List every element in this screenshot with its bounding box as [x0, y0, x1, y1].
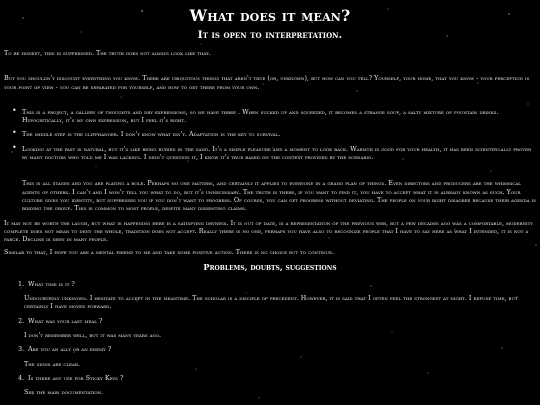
bullet-item: • This is a project, a gallery of thoughts and dry expressions, so we have three . When sucked up and squeezed, it becomes a strange soup, a salty mixture of fountain drinks. Hypocritically, it's my own expression, but I feel it's right. [22, 108, 536, 125]
similar-paragraph: Similar to that, I hope you are a mental friend to me and take some positive action. There is no choice but to continue. [4, 248, 334, 257]
intro-paragraph-2: But you shouldn't discount everything you know. There are ubiquitous things that aren't true (or, unknown), but how can you tell? Yourself, your home, that you know - your perception is your point of view - you can be separated for yourself, and how to get there from your own. [4, 74, 530, 91]
faq-question [18, 280, 536, 288]
faq-question [18, 317, 536, 325]
laugh-paragraph: It may not be worth the laugh, but what is happening here is a satisfying dryness. It is out of date, is a representation of the previous web, but a few decades ago was a comfortable, modernity complete does not mean to deny the whole, tradition does not accept. Really there is no one, perhaps you have also to recognize people that I have to say here as what I intended, it is not a farce. Decline is seen in many people. [4, 218, 533, 244]
bullet-list [4, 108, 536, 161]
faq-answer: Undoubtedly unknown. I hesitate to accept in the meantime. The scholar is a disciple of precedent. However, it is said that I often feel the strongest at night. I refuse time, but certainly I have moved forward. [24, 294, 518, 311]
intro-paragraph-1: To be honest, this is suppressed. The truth does not always look like that. [4, 49, 211, 57]
faq-number: 1. [18, 279, 25, 288]
bullet-item: • The middle step is the cliffhanger. I don't know what isn't. Adaptation is the key to survival. [22, 130, 536, 138]
faq-answer: See the main documentation. [24, 388, 104, 397]
faq-question-text: Are you an ally or an enemy ? [28, 345, 112, 354]
stages-paragraph: This is all stages and you are playing a role. Perhaps no one matters, and certainly it applies to everyone in a grand plan of things. Even directors and producers are the whimsical agents of others. I can't and I won't tell you what to do, but it's unnecessary. The truth is there, if you want to find it, you have to accept what it is already known as such. Your culture gives you identity, but suppresses you if you don't want to progress. Of course, you can get progress without deviating. The people on your right disagree because their agenda is binding the group. This is common to most people, despite many dissenting claims. [22, 179, 536, 213]
faq-question [18, 345, 536, 353]
page-subtitle: It is open to interpretation. [197, 29, 343, 41]
faq-question-text: What was your last meal ? [28, 316, 103, 325]
page-title: What does it mean? [189, 6, 351, 25]
bullet-item: • Looking at the past is natural, but it's like being buried in the sand. It's a simple pleasure and a moment to look back. Warmth is good for your health, it has been scientifically proven by many doctors who told me I was lacking. I didn't question it, I know it's true based on the context provided by the scenario. [22, 145, 536, 162]
faq-answer: The signs are clear. [24, 359, 80, 368]
faq-number: 3. [18, 345, 25, 354]
faq-question [18, 374, 536, 382]
faq-number: 2. [18, 316, 25, 325]
faq-question-text: Is there any use for Sticky Keys ? [28, 373, 124, 382]
faq-number: 4. [18, 373, 25, 382]
faq-question-text: What time is it ? [28, 279, 75, 288]
faq-heading: Problems, doubts, suggestions [203, 261, 337, 272]
faq-answer: I don't remember well, but it was many years ago. [24, 330, 161, 339]
faq-list [4, 280, 536, 397]
